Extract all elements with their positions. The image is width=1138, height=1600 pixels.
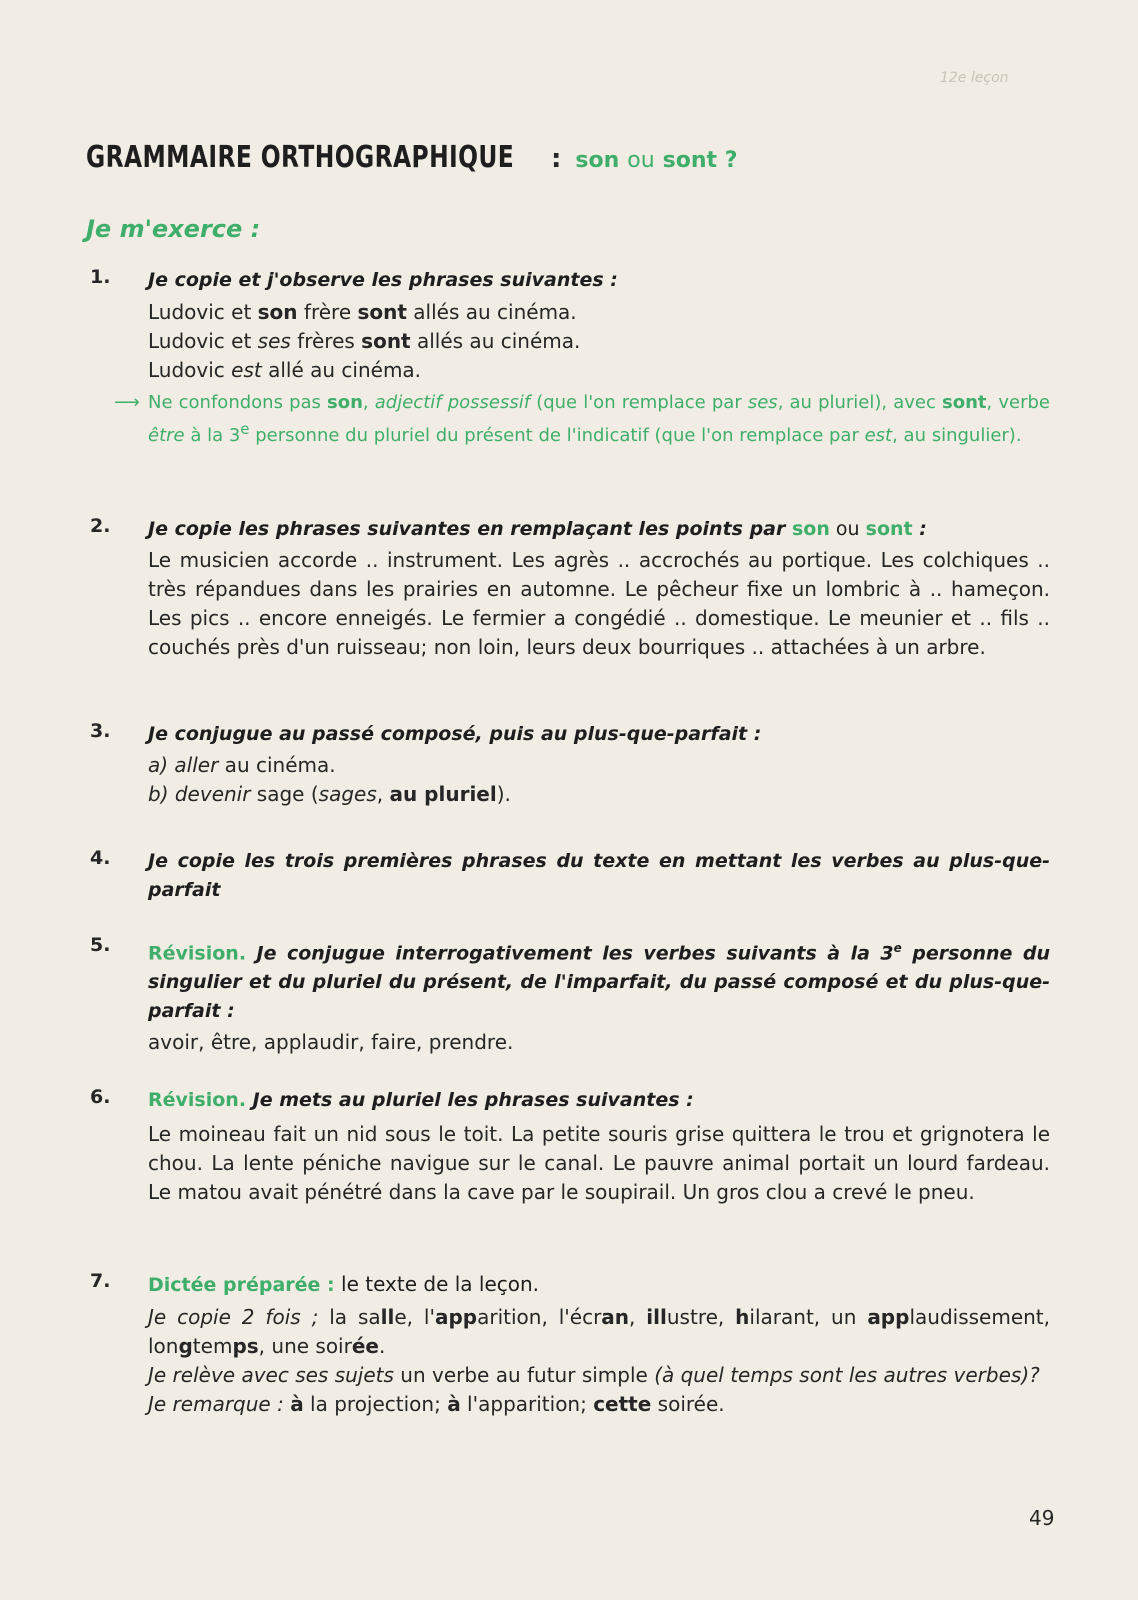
exercise-instruction: Dictée préparée : le texte de la leçon. — [148, 1272, 540, 1296]
title-son: son — [575, 148, 620, 173]
exercise-6 — [90, 1086, 1050, 1207]
remarque-line: Je remarque : à la projection; à l'apparition; cette soirée. — [148, 1392, 725, 1416]
exercise-text: Le moineau fait un nid sous le toit. La petite souris grise quittera le trou et grignotera le chou. La lente péniche navigue sur le canal. Le pauvre animal portait un lourd fardeau. Le matou avait pénétré dans la cave par le soupirail. Un gros clou a crevé le pneu. — [148, 1122, 1050, 1204]
releve-line: Je relève avec ses sujets un verbe au futur simple (à quel temps sont les autres verbes)? — [148, 1363, 1040, 1387]
exercise-text: a) aller au cinéma. b) devenir sage (sages, au pluriel). — [148, 753, 511, 806]
page-title — [86, 140, 737, 175]
exercise-7 — [90, 1270, 1050, 1419]
arrow-icon: ⟶ — [114, 392, 140, 413]
exercise-number: 6. — [90, 1086, 111, 1108]
title-main: GRAMMAIRE ORTHOGRAPHIQUE — [86, 140, 515, 175]
exercise-instruction: Révision. Je mets au pluriel les phrases suivantes : — [148, 1089, 694, 1111]
title-sont: sont ? — [662, 148, 738, 173]
title-ou: ou — [627, 148, 655, 173]
dictation-notes — [148, 1303, 1050, 1419]
exercise-1 — [90, 266, 1050, 449]
exercise-2 — [90, 515, 1050, 662]
exercise-text: Le musicien accorde .. instrument. Les agrès .. accrochés au portique. Les colchiques .. très répandues dans les prairies en automne. Le pêcheur fixe un lombric à .. hameçon. Les pics .. encore enneigés. Le fermier a congédié .. domestique. Le meunier et .. fils .. couchés près d'un ruisseau; non loin, leurs deux bourriques .. attachées à un arbre. — [148, 548, 1050, 659]
page-number: 49 — [1029, 1506, 1055, 1530]
exercise-instruction: Révision. Je conjugue interrogativement les verbes suivants à la 3e personne du singulier et du pluriel du présent, de l'imparfait, du passé composé et du plus-que-parfait : — [148, 941, 1050, 1023]
exercise-text: avoir, être, applaudir, faire, prendre. — [148, 1030, 514, 1055]
example-line: Ludovic et son frère sont allés au cinéma. — [148, 300, 577, 324]
exercise-instruction: Je conjugue au passé composé, puis au plus-que-parfait : — [148, 723, 762, 745]
exercise-number: 2. — [90, 515, 111, 537]
exercise-instruction: Je copie et j'observe les phrases suivantes : — [148, 269, 618, 291]
example-line: Ludovic est allé au cinéma. — [148, 358, 422, 382]
title-colon: : — [550, 144, 562, 174]
exercise-4 — [90, 847, 1050, 905]
example-line: Ludovic et ses frères sont allés au cinéma. — [148, 329, 581, 353]
exercise-number: 7. — [90, 1270, 111, 1292]
rule-note: ⟶ Ne confondons pas son, adjectif possessif (que l'on remplace par ses, au pluriel), avec sont, verbe être à la 3e personne du pluriel du présent de l'indicatif (que l'on remplace par est, au singulier). — [148, 389, 1050, 449]
exercise-3 — [90, 720, 1050, 809]
section-heading: Je m'exerce : — [86, 215, 261, 243]
exercise-number: 3. — [90, 720, 111, 742]
exercise-instruction: Je copie les trois premières phrases du texte en mettant les verbes au plus-que-parfait — [148, 850, 1050, 901]
exercise-number: 5. — [90, 934, 111, 956]
exercise-5 — [90, 934, 1050, 1057]
example-sentences — [148, 298, 1050, 385]
exercise-number: 1. — [90, 266, 111, 288]
exercise-instruction: Je copie les phrases suivantes en remplaçant les points par son ou sont : — [148, 518, 927, 540]
copy-words: Je copie 2 fois ; la salle, l'apparition, l'écran, illustre, hilarant, un applaudissement, longtemps, une soirée. — [148, 1305, 1050, 1358]
exercise-number: 4. — [90, 847, 111, 869]
show-through-header: 12e leçon — [940, 70, 1009, 86]
